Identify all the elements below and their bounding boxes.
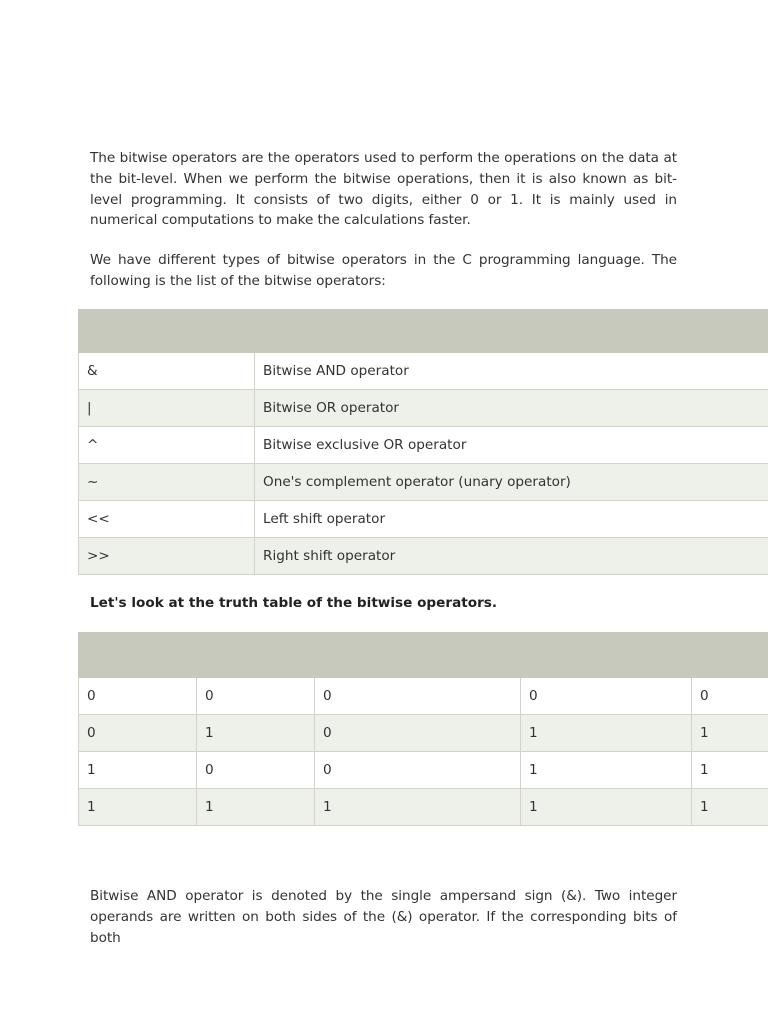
operator-symbol: ^	[79, 427, 255, 464]
header-cell	[255, 310, 768, 353]
operator-description: Bitwise OR operator	[255, 390, 768, 427]
table-row	[79, 789, 768, 826]
truth-cell: 0	[197, 678, 315, 715]
truth-table	[78, 632, 768, 826]
truth-cell: 1	[197, 789, 315, 826]
table-row	[79, 353, 768, 390]
operator-symbol: >>	[79, 538, 255, 575]
table-row	[79, 752, 768, 789]
operator-symbol: ~	[79, 464, 255, 501]
table-row	[79, 390, 768, 427]
truth-cell: 1	[692, 715, 768, 752]
table-row	[79, 715, 768, 752]
truth-table-heading: Let's look at the truth table of the bitwise operators.	[90, 595, 498, 611]
operator-description: Bitwise exclusive OR operator	[255, 427, 768, 464]
truth-cell: 0	[315, 715, 521, 752]
header-cell	[521, 633, 692, 678]
truth-cell: 1	[521, 715, 692, 752]
truth-cell: 1	[692, 752, 768, 789]
operator-description: Right shift operator	[255, 538, 768, 575]
operator-description: One's complement operator (unary operator)	[255, 464, 768, 501]
operators-table-header	[79, 310, 768, 353]
table-row	[79, 464, 768, 501]
table-row	[79, 538, 768, 575]
intro-paragraph-1: The bitwise operators are the operators used to perform the operations on the data at the bit-level. When we perform the bitwise operations, then it is also known as bit-level programming. It consists of two digits, either 0 or 1. It is mainly used in numerical computations to make the calculations faster.	[90, 150, 677, 229]
truth-table-header	[79, 633, 768, 678]
and-operator-paragraph: Bitwise AND operator is denoted by the single ampersand sign (&). Two integer operands are written on both sides of the (&) operator. If the corresponding bits of both	[90, 888, 677, 946]
header-cell	[315, 633, 521, 678]
header-cell	[79, 310, 255, 353]
operator-description: Left shift operator	[255, 501, 768, 538]
truth-cell: 0	[197, 752, 315, 789]
table-row	[79, 678, 768, 715]
truth-cell: 1	[79, 752, 197, 789]
operator-description: Bitwise AND operator	[255, 353, 768, 390]
truth-cell: 1	[692, 789, 768, 826]
header-cell	[79, 633, 197, 678]
truth-cell: 1	[521, 789, 692, 826]
operator-symbol: <<	[79, 501, 255, 538]
truth-cell: 0	[521, 678, 692, 715]
operator-symbol: |	[79, 390, 255, 427]
truth-cell: 0	[315, 752, 521, 789]
header-cell	[692, 633, 768, 678]
truth-cell: 1	[197, 715, 315, 752]
table-row	[79, 427, 768, 464]
truth-cell: 1	[315, 789, 521, 826]
truth-cell: 1	[79, 789, 197, 826]
header-cell	[197, 633, 315, 678]
truth-cell: 0	[79, 678, 197, 715]
table-row	[79, 501, 768, 538]
truth-cell: 0	[692, 678, 768, 715]
truth-cell: 0	[315, 678, 521, 715]
operator-symbol: &	[79, 353, 255, 390]
truth-cell: 0	[79, 715, 197, 752]
operators-table	[78, 309, 768, 575]
truth-cell: 1	[521, 752, 692, 789]
intro-paragraph-2: We have different types of bitwise operators in the C programming language. The following is the list of the bitwise operators:	[90, 252, 677, 289]
